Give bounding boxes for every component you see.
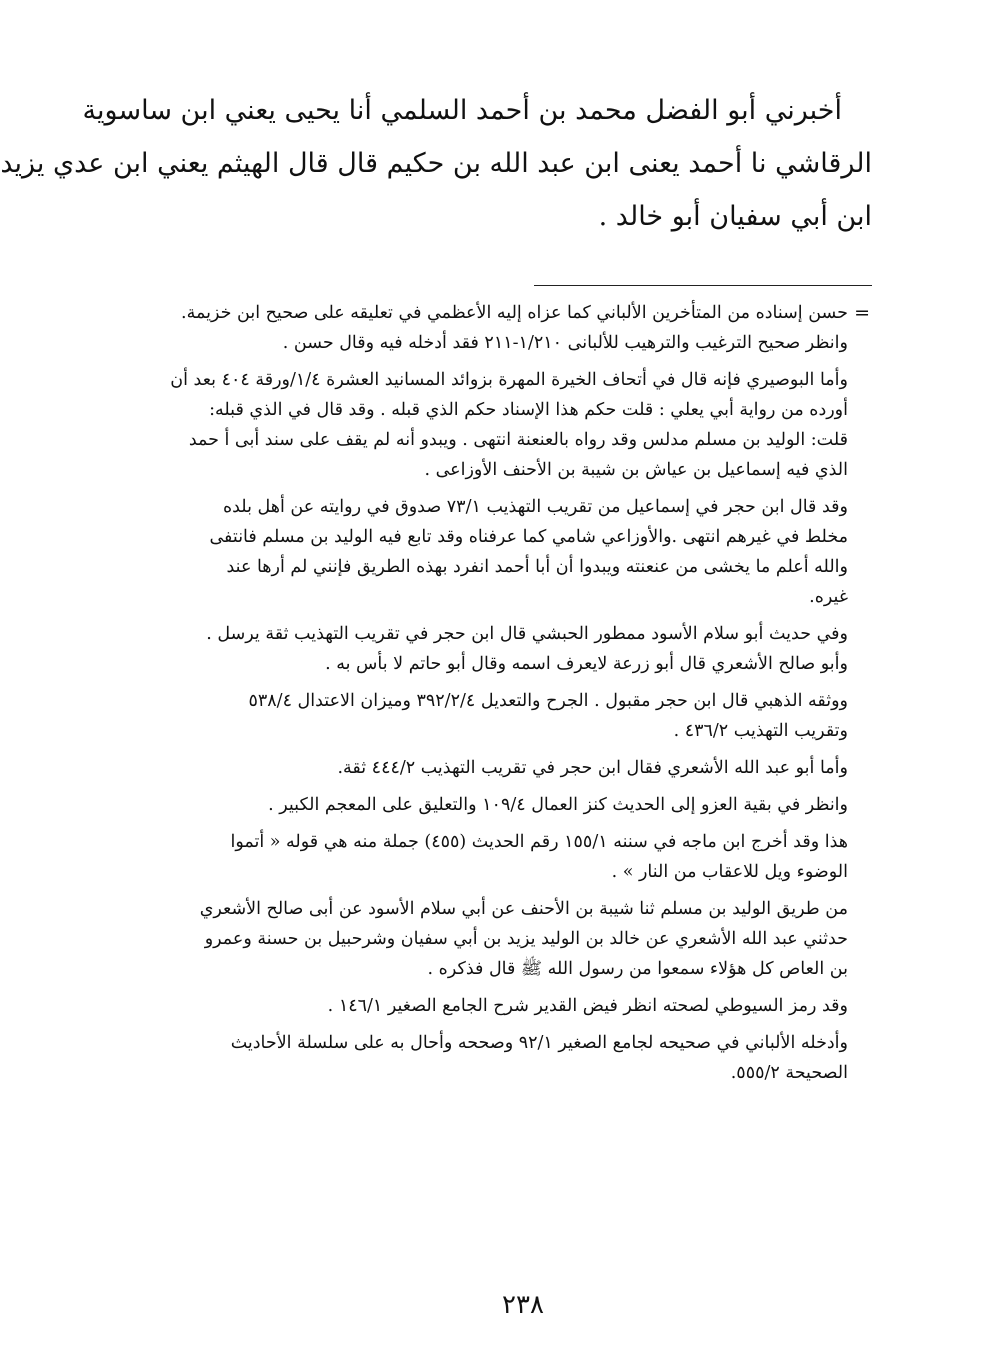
footnote-paragraph — [136, 827, 848, 887]
footnote-paragraph — [136, 365, 848, 485]
footnote-paragraph — [136, 298, 848, 358]
footnote-paragraph — [136, 492, 848, 612]
footnote-line: وأما أبو عبد الله الأشعري فقال ابن حجر في تقريب التهذيب ٤٤٤/٢ ثقة. — [337, 758, 848, 778]
footnote-paragraph — [136, 619, 848, 679]
footnotes-block — [136, 298, 848, 1095]
footnote-line: وانظر في بقية العزو إلى الحديث كنز العمال ١٠٩/٤ والتعليق على المعجم الكبير . — [268, 795, 848, 815]
footnote-line: أورده من رواية أبي يعلي : قلت حكم هذا الإسناد حكم الذي قبله . وقد قال في الذي قبله: — [209, 400, 848, 420]
page-number: ٢٣٨ — [502, 1290, 544, 1320]
footnote-continuation-marker: = — [854, 302, 870, 324]
footnote-line: والله أعلم ما يخشى من عنعنته ويبدوا أن أبا أحمد انفرد بهذه الطريق فإنني لم أرها عند — [226, 557, 848, 577]
footnote-line: غيره. — [809, 587, 848, 607]
footnote-line: وفي حديث أبو سلام الأسود ممطور الحبشي قال ابن حجر في تقريب التهذيب ثقة يرسل . — [206, 624, 848, 644]
footnote-paragraph — [136, 1028, 848, 1088]
footnote-line: وأبو صالح الأشعري قال أبو زرعة لايعرف اسمه وقال أبو حاتم لا بأس به . — [325, 654, 848, 674]
footnote-line: وقد قال ابن حجر في إسماعيل من تقريب التهذيب ٧٣/١ صدوق في روايته عن أهل بلده — [222, 497, 848, 517]
footnote-paragraph — [136, 991, 848, 1021]
footnote-paragraph — [136, 790, 848, 820]
footnote-paragraph — [136, 753, 848, 783]
footnote-line: مخلط في غيرهم انتهى .والأوزاعي شامي كما عرفناه وقد تابع فيه الوليد بن مسلم فانتفى — [209, 527, 848, 547]
main-text-line: أخبرني أبو الفضل محمد بن أحمد السلمي أنا يحيى يعني ابن ساسوية — [82, 95, 842, 126]
footnote-line: من طريق الوليد بن مسلم ثنا شيبة بن الأحنف عن أبي سلام الأسود عن أبى صالح الأشعري — [199, 899, 848, 919]
footnote-line: وأدخله الألباني في صحيحه لجامع الصغير ٩٢/١ وصححه وأحال به على سلسلة الأحاديث — [230, 1033, 848, 1053]
footnote-line: هذا وقد أخرج ابن ماجه في سننه ١٥٥/١ رقم الحديث (٤٥٥) جملة منه هي قوله « أتموا — [230, 832, 848, 852]
footnote-line: حدثني عبد الله الأشعري عن خالد بن الوليد يزيد بن أبي سفيان وشرحبيل بن حسنة وعمرو — [204, 929, 848, 949]
main-text-line: الرقاشي نا أحمد يعنى ابن عبد الله بن حكيم قال قال الهيثم يعني ابن عدي يزيد — [0, 148, 872, 179]
footnote-line: وقد رمز السيوطي لصحته انظر فيض القدير شرح الجامع الصغير ١٤٦/١ . — [327, 996, 848, 1016]
footnote-line: وتقريب التهذيب ٤٣٦/٢ . — [673, 721, 848, 741]
footnote-paragraph — [136, 894, 848, 984]
footnote-line: وانظر صحيح الترغيب والترهيب للألبانى ١/٢١٠-٢١١ فقد أدخله فيه وقال حسن . — [282, 333, 848, 353]
footnote-separator-rule — [534, 285, 872, 286]
main-text-block — [0, 84, 872, 243]
footnote-paragraph — [136, 686, 848, 746]
footnote-line: حسن إسناده من المتأخرين الألباني كما عزاه إليه الأعظمي في تعليقه على صحيح ابن خزيمة. — [181, 303, 848, 323]
footnote-line: الذي فيه إسماعيل بن عياش بن شيبة بن الأحنف الأوزاعى . — [424, 460, 848, 480]
footnote-line: قلت: الوليد بن مسلم مدلس وقد رواه بالعنعنة انتهى . ويبدو أنه لم يقف على سند أبى أ حمد — [188, 430, 848, 450]
footnote-line: ووثقه الذهبي قال ابن حجر مقبول . الجرح والتعديل ٣٩٢/٢/٤ وميزان الاعتدال ٥٣٨/٤ — [248, 691, 848, 711]
footnote-line: الصحيحة ٥٥٥/٢. — [730, 1063, 848, 1083]
footnote-line: بن العاص كل هؤلاء سمعوا من رسول الله ﷺ قال فذكره . — [427, 959, 848, 979]
main-text-line: ابن أبي سفيان أبو خالد . — [598, 201, 872, 232]
footnote-line: وأما البوصيري فإنه قال في أتحاف الخيرة المهرة بزوائد المسانيد العشرة ١/٤/ورقة ٤٠٤ بعد أن — [170, 370, 848, 390]
footnote-line: الوضوء ويل للاعقاب من النار » . — [611, 862, 848, 882]
